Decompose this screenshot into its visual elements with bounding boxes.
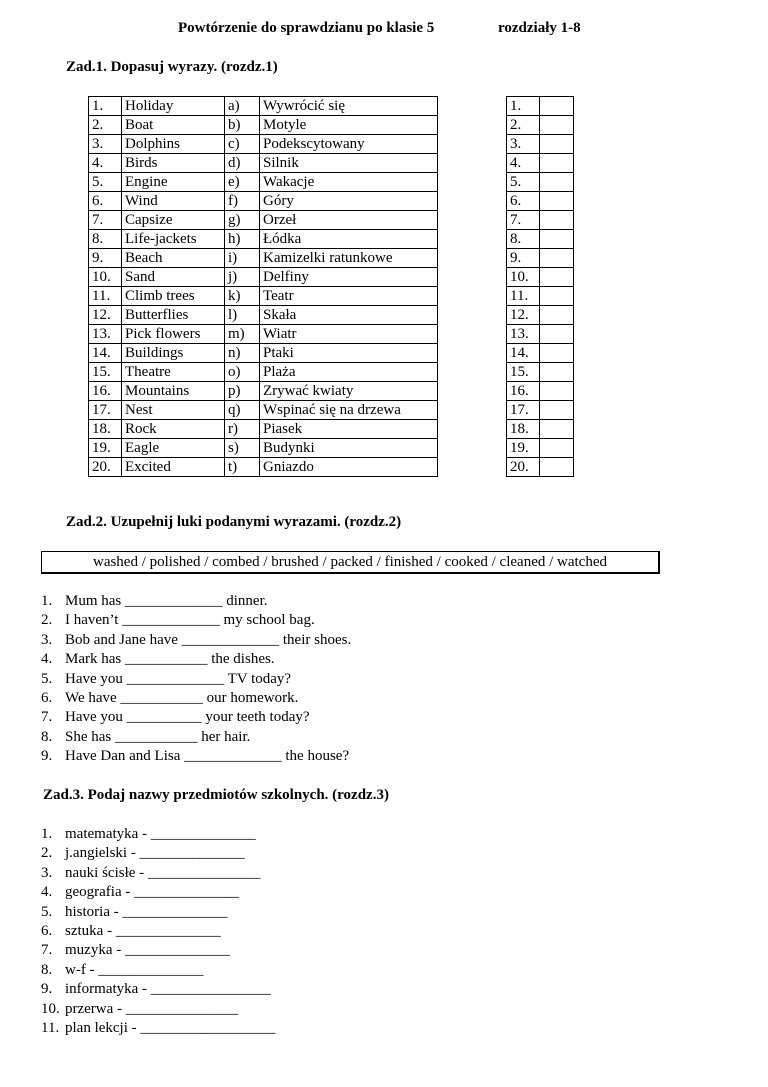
task3-heading: Zad.3. Podaj nazwy przedmiotów szkolnych. (rozdz.3)	[43, 787, 389, 803]
letter-cell: f)	[225, 192, 260, 211]
answer-number: 11.	[507, 287, 540, 306]
answer-blank[interactable]	[540, 401, 574, 420]
answer-number: 15.	[507, 363, 540, 382]
number-cell: 19.	[89, 439, 122, 458]
item-text: muzyka - ______________	[65, 942, 230, 959]
answer-row	[507, 325, 574, 344]
letter-cell: e)	[225, 173, 260, 192]
number-cell: 12.	[89, 306, 122, 325]
answer-row	[507, 382, 574, 401]
matching-table	[88, 96, 438, 477]
english-word-cell: Eagle	[122, 439, 225, 458]
polish-word-cell: Gniazdo	[260, 458, 438, 477]
answer-blank[interactable]	[540, 268, 574, 287]
item-number: 2.	[41, 845, 53, 862]
word-bank: washed / polished / combed / brushed / packed / finished / cooked / cleaned / watched	[41, 551, 660, 574]
item-text: I haven’t _____________ my school bag.	[65, 612, 315, 629]
item-number: 6.	[41, 689, 53, 706]
answer-table	[506, 96, 574, 477]
item-text: She has ___________ her hair.	[65, 728, 251, 745]
table-row	[89, 287, 438, 306]
item-text: przerwa - _______________	[65, 1000, 239, 1017]
polish-word-cell: Delfiny	[260, 268, 438, 287]
item-number: 8.	[41, 961, 53, 978]
item-number: 11.	[41, 1019, 60, 1036]
list-item	[41, 922, 275, 941]
english-word-cell: Pick flowers	[122, 325, 225, 344]
answer-row	[507, 306, 574, 325]
task2-heading: Zad.2. Uzupełnij luki podanymi wyrazami. (rozdz.2)	[66, 514, 402, 530]
answer-blank[interactable]	[540, 325, 574, 344]
table-row	[89, 249, 438, 268]
number-cell: 6.	[89, 192, 122, 211]
item-number: 4.	[41, 651, 53, 668]
number-cell: 9.	[89, 249, 122, 268]
answer-blank[interactable]	[540, 344, 574, 363]
task1-heading: Zad.1. Dopasuj wyrazy. (rozdz.1)	[66, 59, 278, 75]
answer-row	[507, 344, 574, 363]
answer-row	[507, 135, 574, 154]
polish-word-cell: Zrywać kwiaty	[260, 382, 438, 401]
table-row	[89, 458, 438, 477]
letter-cell: r)	[225, 420, 260, 439]
english-word-cell: Dolphins	[122, 135, 225, 154]
polish-word-cell: Ptaki	[260, 344, 438, 363]
answer-blank[interactable]	[540, 439, 574, 458]
answer-row	[507, 363, 574, 382]
number-cell: 10.	[89, 268, 122, 287]
document-chapters: rozdziały 1-8	[498, 20, 581, 36]
answer-row	[507, 249, 574, 268]
number-cell: 5.	[89, 173, 122, 192]
table-row	[89, 325, 438, 344]
table-row	[89, 154, 438, 173]
english-word-cell: Birds	[122, 154, 225, 173]
letter-cell: a)	[225, 97, 260, 116]
polish-word-cell: Podekscytowany	[260, 135, 438, 154]
table-row	[89, 420, 438, 439]
document-title: Powtórzenie do sprawdzianu po klasie 5	[178, 20, 435, 36]
answer-blank[interactable]	[540, 230, 574, 249]
task2-list	[41, 592, 351, 767]
answer-number: 18.	[507, 420, 540, 439]
answer-row	[507, 287, 574, 306]
table-row	[89, 116, 438, 135]
english-word-cell: Wind	[122, 192, 225, 211]
item-text: matematyka - ______________	[65, 826, 256, 842]
list-item	[41, 980, 275, 999]
letter-cell: h)	[225, 230, 260, 249]
item-text: historia - ______________	[65, 903, 228, 920]
answer-number: 7.	[507, 211, 540, 230]
polish-word-cell: Teatr	[260, 287, 438, 306]
letter-cell: t)	[225, 458, 260, 477]
letter-cell: i)	[225, 249, 260, 268]
list-item	[41, 611, 351, 630]
polish-word-cell: Kamizelki ratunkowe	[260, 249, 438, 268]
table-row	[89, 230, 438, 249]
letter-cell: s)	[225, 439, 260, 458]
list-item	[41, 1000, 275, 1019]
table-row	[89, 401, 438, 420]
list-item	[41, 1019, 275, 1038]
item-number: 6.	[41, 922, 53, 939]
table-row	[89, 173, 438, 192]
list-item	[41, 650, 351, 669]
letter-cell: j)	[225, 268, 260, 287]
item-number: 2.	[41, 612, 53, 629]
table-row	[89, 192, 438, 211]
table-row	[89, 382, 438, 401]
answer-row	[507, 116, 574, 135]
answer-number: 16.	[507, 382, 540, 401]
answer-row	[507, 192, 574, 211]
number-cell: 20.	[89, 458, 122, 477]
answer-row	[507, 211, 574, 230]
english-word-cell: Beach	[122, 249, 225, 268]
item-text: Bob and Jane have _____________ their shoes.	[65, 631, 352, 648]
list-item	[41, 825, 275, 844]
polish-word-cell: Wywrócić się	[260, 97, 438, 116]
number-cell: 18.	[89, 420, 122, 439]
number-cell: 3.	[89, 135, 122, 154]
number-cell: 7.	[89, 211, 122, 230]
list-item	[41, 728, 351, 747]
answer-blank[interactable]	[540, 154, 574, 173]
table-row	[89, 268, 438, 287]
answer-blank[interactable]	[540, 287, 574, 306]
answer-number: 4.	[507, 154, 540, 173]
letter-cell: g)	[225, 211, 260, 230]
answer-blank[interactable]	[540, 458, 574, 477]
english-word-cell: Buildings	[122, 344, 225, 363]
answer-number: 3.	[507, 135, 540, 154]
letter-cell: d)	[225, 154, 260, 173]
answer-row	[507, 420, 574, 439]
number-cell: 15.	[89, 363, 122, 382]
english-word-cell: Holiday	[122, 97, 225, 116]
letter-cell: m)	[225, 325, 260, 344]
answer-row	[507, 97, 574, 116]
letter-cell: n)	[225, 344, 260, 363]
table-row	[89, 306, 438, 325]
answer-number: 1.	[507, 97, 540, 116]
letter-cell: q)	[225, 401, 260, 420]
english-word-cell: Capsize	[122, 211, 225, 230]
answer-number: 8.	[507, 230, 540, 249]
item-number: 1.	[41, 593, 53, 609]
answer-blank[interactable]	[540, 382, 574, 401]
polish-word-cell: Orzeł	[260, 211, 438, 230]
item-text: j.angielski - ______________	[65, 845, 245, 862]
answer-number: 20.	[507, 458, 540, 477]
list-item	[41, 670, 351, 689]
list-item	[41, 631, 351, 650]
number-cell: 13.	[89, 325, 122, 344]
table-row	[89, 439, 438, 458]
answer-row	[507, 268, 574, 287]
item-number: 5.	[41, 670, 53, 687]
answer-row	[507, 458, 574, 477]
answer-blank[interactable]	[540, 192, 574, 211]
table-row	[89, 363, 438, 382]
item-number: 1.	[41, 826, 53, 842]
answer-blank[interactable]	[540, 211, 574, 230]
polish-word-cell: Silnik	[260, 154, 438, 173]
answer-number: 12.	[507, 306, 540, 325]
item-text: geografia - ______________	[65, 884, 240, 901]
english-word-cell: Engine	[122, 173, 225, 192]
number-cell: 17.	[89, 401, 122, 420]
english-word-cell: Life-jackets	[122, 230, 225, 249]
item-number: 3.	[41, 631, 53, 648]
number-cell: 1.	[89, 97, 122, 116]
item-text: Have you _____________ TV today?	[65, 670, 292, 687]
item-number: 9.	[41, 748, 53, 765]
english-word-cell: Nest	[122, 401, 225, 420]
answer-row	[507, 173, 574, 192]
answer-blank[interactable]	[540, 173, 574, 192]
number-cell: 16.	[89, 382, 122, 401]
answer-number: 9.	[507, 249, 540, 268]
list-item	[41, 864, 275, 883]
polish-word-cell: Skała	[260, 306, 438, 325]
item-text: sztuka - ______________	[65, 922, 221, 939]
answer-number: 2.	[507, 116, 540, 135]
item-text: nauki ścisłe - _______________	[65, 864, 261, 881]
task3-list	[41, 825, 275, 1038]
english-word-cell: Butterflies	[122, 306, 225, 325]
table-row	[89, 97, 438, 116]
number-cell: 2.	[89, 116, 122, 135]
item-text: We have ___________ our homework.	[65, 689, 299, 706]
answer-blank[interactable]	[540, 420, 574, 439]
list-item	[41, 941, 275, 960]
number-cell: 4.	[89, 154, 122, 173]
item-number: 9.	[41, 981, 53, 998]
item-number: 10.	[41, 1000, 60, 1017]
polish-word-cell: Wspinać się na drzewa	[260, 401, 438, 420]
english-word-cell: Theatre	[122, 363, 225, 382]
answer-blank[interactable]	[540, 249, 574, 268]
english-word-cell: Mountains	[122, 382, 225, 401]
item-text: Have you __________ your teeth today?	[65, 709, 310, 726]
item-number: 8.	[41, 728, 53, 745]
english-word-cell: Rock	[122, 420, 225, 439]
answer-row	[507, 439, 574, 458]
answer-row	[507, 401, 574, 420]
item-number: 5.	[41, 903, 53, 920]
item-number: 3.	[41, 864, 53, 881]
item-text: Mum has _____________ dinner.	[65, 593, 268, 609]
answer-row	[507, 230, 574, 249]
item-number: 7.	[41, 709, 53, 726]
item-text: plan lekcji - __________________	[65, 1019, 276, 1036]
list-item	[41, 883, 275, 902]
answer-number: 13.	[507, 325, 540, 344]
table-row	[89, 344, 438, 363]
list-item	[41, 708, 351, 727]
polish-word-cell: Motyle	[260, 116, 438, 135]
answer-blank[interactable]	[540, 363, 574, 382]
english-word-cell: Climb trees	[122, 287, 225, 306]
item-text: w-f - ______________	[65, 961, 204, 978]
answer-number: 19.	[507, 439, 540, 458]
number-cell: 11.	[89, 287, 122, 306]
answer-blank[interactable]	[540, 306, 574, 325]
answer-number: 6.	[507, 192, 540, 211]
number-cell: 14.	[89, 344, 122, 363]
polish-word-cell: Piasek	[260, 420, 438, 439]
polish-word-cell: Wiatr	[260, 325, 438, 344]
english-word-cell: Boat	[122, 116, 225, 135]
letter-cell: b)	[225, 116, 260, 135]
letter-cell: l)	[225, 306, 260, 325]
list-item	[41, 747, 351, 766]
list-item	[41, 689, 351, 708]
item-text: informatyka - ________________	[65, 981, 271, 998]
answer-number: 5.	[507, 173, 540, 192]
item-number: 7.	[41, 942, 53, 959]
item-number: 4.	[41, 884, 53, 901]
letter-cell: p)	[225, 382, 260, 401]
polish-word-cell: Budynki	[260, 439, 438, 458]
polish-word-cell: Łódka	[260, 230, 438, 249]
english-word-cell: Excited	[122, 458, 225, 477]
letter-cell: k)	[225, 287, 260, 306]
polish-word-cell: Plaża	[260, 363, 438, 382]
letter-cell: c)	[225, 135, 260, 154]
table-row	[89, 135, 438, 154]
item-text: Have Dan and Lisa _____________ the house?	[65, 748, 350, 765]
answer-blank[interactable]	[540, 97, 574, 116]
table-row	[89, 211, 438, 230]
list-item	[41, 903, 275, 922]
answer-blank[interactable]	[540, 135, 574, 154]
polish-word-cell: Wakacje	[260, 173, 438, 192]
letter-cell: o)	[225, 363, 260, 382]
polish-word-cell: Góry	[260, 192, 438, 211]
list-item	[41, 844, 275, 863]
answer-number: 17.	[507, 401, 540, 420]
item-text: Mark has ___________ the dishes.	[65, 651, 275, 668]
answer-number: 10.	[507, 268, 540, 287]
english-word-cell: Sand	[122, 268, 225, 287]
answer-blank[interactable]	[540, 116, 574, 135]
list-item	[41, 592, 351, 611]
list-item	[41, 961, 275, 980]
number-cell: 8.	[89, 230, 122, 249]
answer-number: 14.	[507, 344, 540, 363]
answer-row	[507, 154, 574, 173]
